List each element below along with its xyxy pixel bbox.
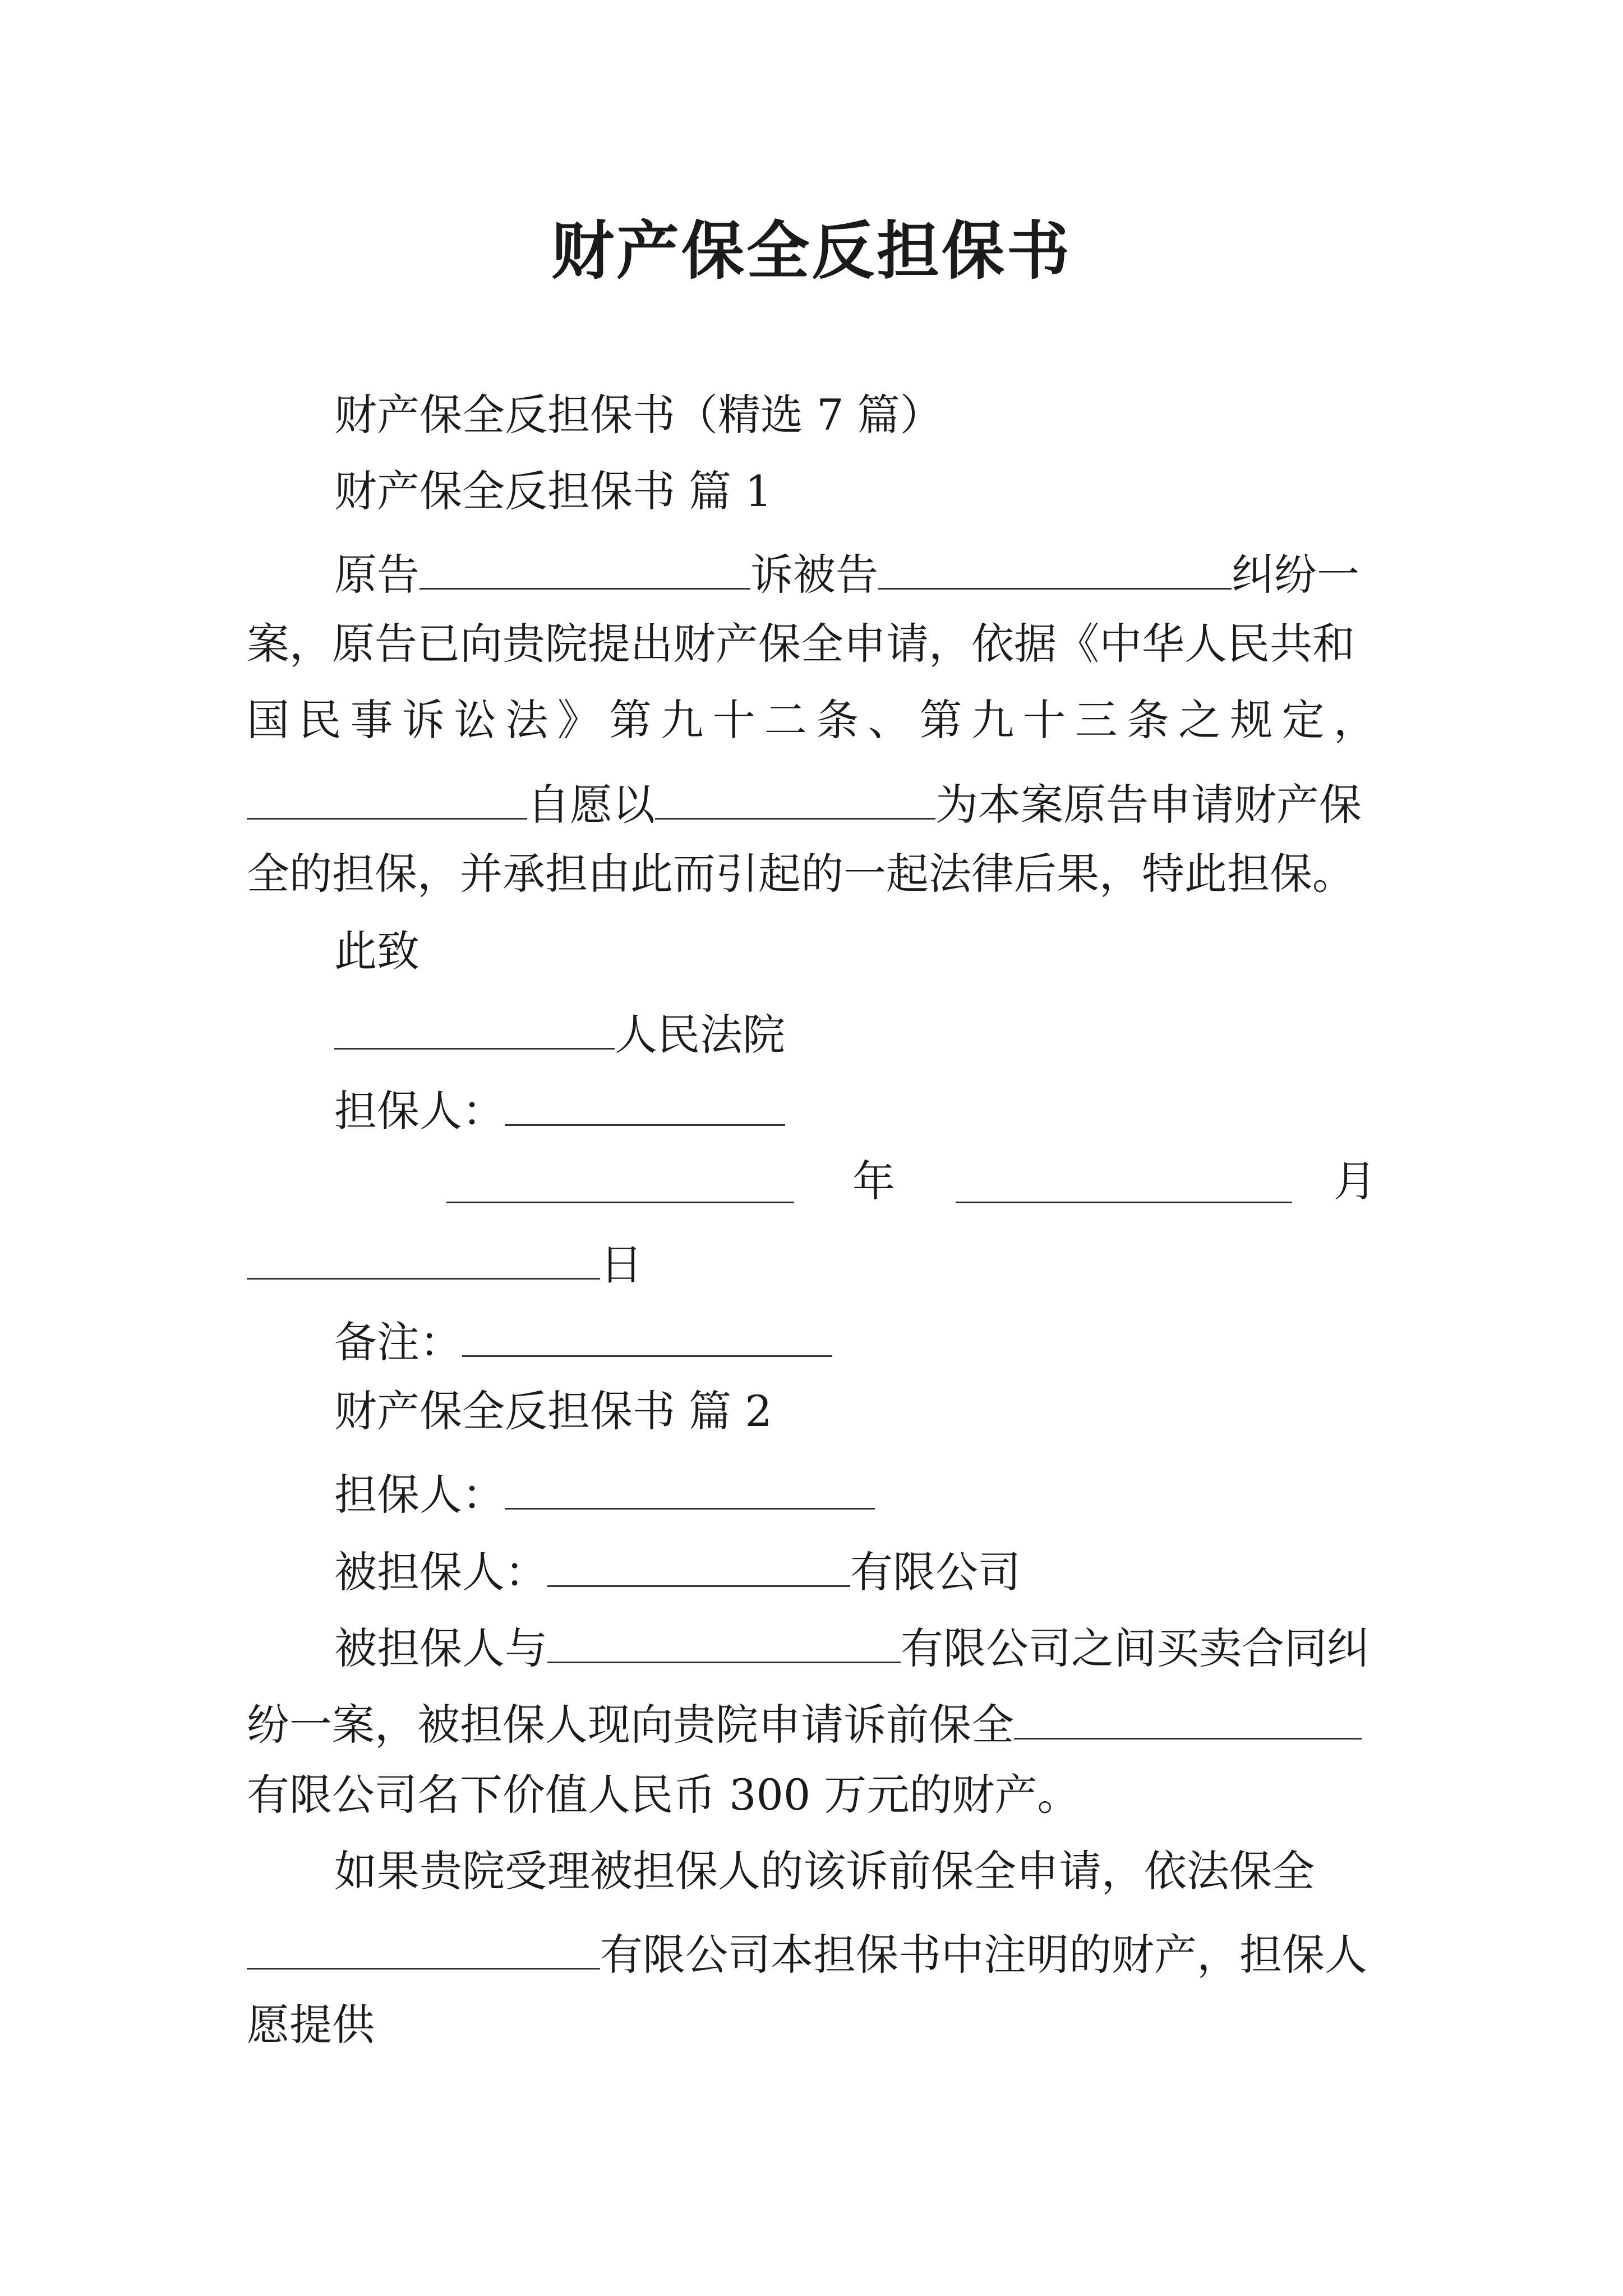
intro-line: 财产保全反担保书（精选 7 篇）	[334, 390, 943, 440]
p1-line-3-char: 国	[247, 695, 289, 745]
p1-line-3-char: 三	[1075, 695, 1118, 745]
collateral-blank	[655, 770, 935, 820]
court-blank	[334, 1000, 615, 1050]
defendant-blank	[878, 540, 1232, 590]
p2-line-2	[247, 1690, 1376, 1753]
year-label: 年	[852, 1156, 895, 1206]
p1-line-3-char: 规	[1230, 695, 1273, 745]
year-blank	[446, 1153, 794, 1203]
guarantor-blank	[505, 1076, 785, 1126]
p2-line-3: 有限公司名下价值人民币 300 万元的财产。	[247, 1770, 1080, 1820]
p3-line-3: 愿提供	[247, 2000, 375, 2050]
p1-line-3-char: 九	[661, 695, 704, 745]
p1-line-3-char: 第	[608, 695, 652, 745]
p2-line-1	[247, 1613, 1376, 1677]
purpose-label: 为本案原告申请财产保	[935, 780, 1362, 830]
salutation: 此致	[334, 926, 419, 976]
p2-b: 有限公司之间买卖合同纠	[901, 1623, 1370, 1673]
p1-line-3-char: 民	[298, 695, 342, 745]
s2-guarantor-line	[247, 1460, 1376, 1523]
p1-line-3-char: 》	[557, 695, 600, 745]
voluntary-label: 自愿以	[527, 780, 655, 830]
p3-line-1: 如果贵院受理被担保人的该诉前保全申请，依法保全	[334, 1846, 1315, 1896]
p1-line-3-char: 二	[764, 695, 807, 745]
p1-line-3-char: ，	[1333, 695, 1376, 745]
p1-line-3-char: 、	[868, 695, 911, 745]
p1-line-3	[247, 692, 1376, 748]
p1-line-3-char: 讼	[454, 695, 497, 745]
day-label: 日	[600, 1240, 643, 1290]
p1-line-3-char: 第	[919, 695, 962, 745]
day-line	[247, 1230, 1376, 1293]
remark-line	[247, 1307, 1376, 1370]
p1-line-1	[247, 540, 1376, 603]
s2-secured-label: 被担保人：	[334, 1547, 547, 1597]
p2-a: 被担保人与	[334, 1623, 547, 1673]
s2-secured-suffix: 有限公司	[850, 1547, 1021, 1597]
p1-line-4	[247, 770, 1376, 833]
guarantor-label: 担保人：	[334, 1086, 505, 1136]
s2-guarantor-blank	[505, 1460, 875, 1510]
p1-line-3-char: 法	[505, 695, 548, 745]
remark-blank	[462, 1307, 832, 1357]
p1-line-3-char: 十	[1023, 695, 1066, 745]
p1-line-3-char: 定	[1281, 695, 1325, 745]
p1-line-5: 全的担保，并承担由此而引起的一起法律后果，特此担保。	[247, 849, 1355, 899]
p2-company-blank	[547, 1613, 901, 1663]
defendant-label: 诉被告	[750, 550, 878, 600]
p1-line-2: 案，原告已向贵院提出财产保全申请，依据《中华人民共和	[247, 619, 1355, 669]
p1-line-3-char: 之	[1178, 695, 1221, 745]
plaintiff-blank	[419, 540, 750, 590]
month-label: 月	[1334, 1156, 1376, 1206]
guarantor-line	[247, 1076, 1376, 1139]
p1-line-3-char: 九	[971, 695, 1014, 745]
section-2-heading: 财产保全反担保书 篇 2	[334, 1386, 772, 1436]
p1-line-3-char: 事	[350, 695, 393, 745]
guarantor-name-blank	[247, 770, 527, 820]
section-1-heading: 财产保全反担保书 篇 1	[334, 466, 772, 516]
dispute-label: 纠纷一	[1232, 550, 1359, 600]
p1-line-3-char: 条	[1126, 695, 1169, 745]
month-blank	[956, 1153, 1292, 1203]
remark-label: 备注：	[334, 1317, 462, 1367]
p2-target-blank	[1014, 1690, 1362, 1740]
p2-line-2-text: 纷一案，被担保人现向贵院申请诉前保全	[247, 1700, 1014, 1750]
day-blank	[247, 1230, 600, 1280]
s2-guarantor-label: 担保人：	[334, 1470, 505, 1520]
p1-line-3-char: 十	[712, 695, 755, 745]
p1-line-3-char: 条	[816, 695, 859, 745]
plaintiff-label: 原告	[334, 550, 419, 600]
document-title: 财产保全反担保书	[551, 214, 1072, 288]
p3-line-2-text: 有限公司本担保书中注明的财产，担保人	[600, 1930, 1367, 1980]
p3-line-2	[247, 1920, 1376, 1983]
p1-line-3-char: 诉	[402, 695, 445, 745]
court-line	[247, 1000, 1376, 1063]
court-suffix: 人民法院	[615, 1010, 785, 1060]
s2-secured-blank	[547, 1537, 850, 1587]
p3-company-blank	[247, 1920, 600, 1970]
s2-secured-line	[247, 1537, 1376, 1600]
